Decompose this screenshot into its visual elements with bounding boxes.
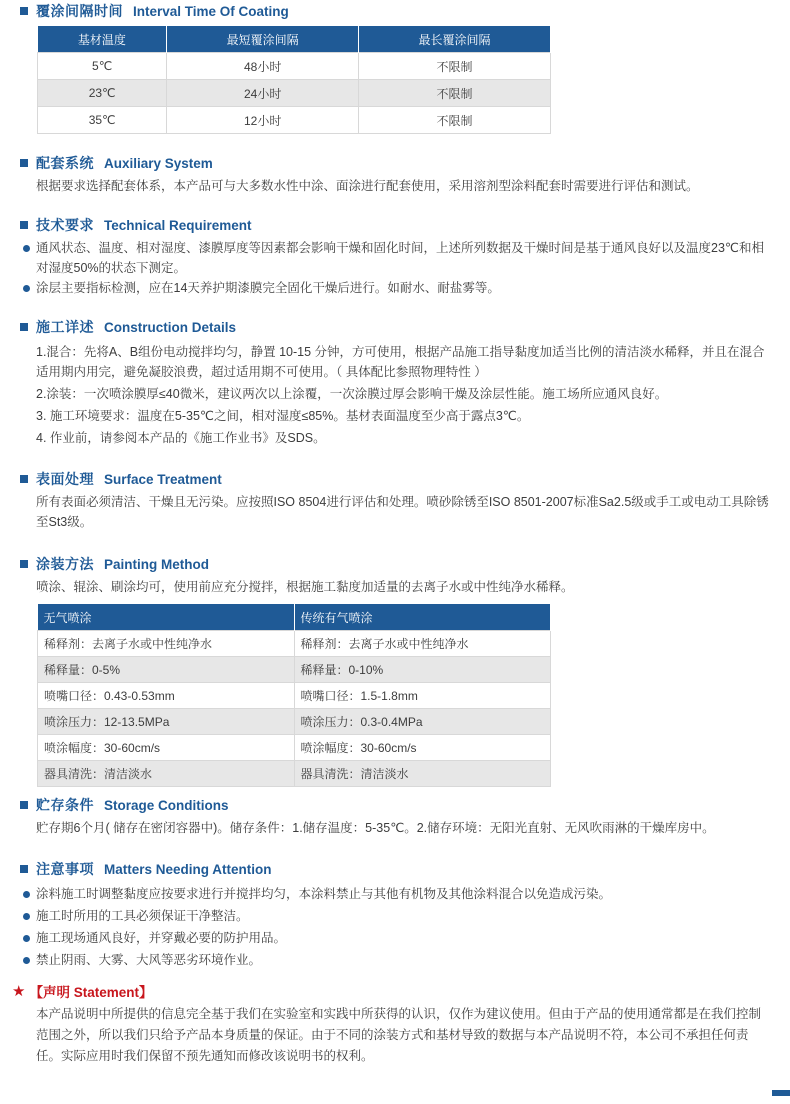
square-bullet-icon [20, 475, 28, 483]
heading-en: Construction Details [104, 319, 237, 335]
heading-cn: 技术要求 [36, 217, 94, 233]
bullet-dot-icon [23, 913, 30, 920]
list-item-text: 施工现场通风良好，并穿戴必要的防护用品。 [36, 931, 287, 945]
list-item [20, 950, 770, 970]
table-cell: 12小时 [167, 107, 359, 134]
section-surface [20, 470, 770, 532]
table-header: 基材温度 [38, 26, 167, 53]
square-bullet-icon [20, 159, 28, 167]
table-cell: 35℃ [38, 107, 167, 134]
list-item: 2.涂装：一次喷涂膜厚≤40微米，建议两次以上涂覆，一次涂膜过厚会影响干燥及涂层性能。施工场所应通风良好。 [36, 387, 668, 401]
section-heading [20, 154, 770, 172]
table-cell: 不限制 [359, 107, 551, 134]
section-text: 根据要求选择配套体系，本产品可与大多数水性中涂、面涂进行配套使用，采用溶剂型涂料配套时需要进行评估和测试。 [36, 179, 699, 193]
table-row [38, 683, 551, 709]
heading-en: Storage Conditions [104, 797, 229, 813]
square-bullet-icon [20, 221, 28, 229]
heading-en: Painting Method [104, 556, 209, 572]
heading-en: Surface Treatment [104, 471, 222, 487]
section-heading [20, 2, 770, 20]
heading-cn: 配套系统 [36, 155, 94, 171]
heading-en: Interval Time Of Coating [133, 3, 289, 19]
list-item-text: 通风状态、温度、相对湿度、漆膜厚度等因素都会影响干燥和固化时间，上述所列数据及干燥时间是基于通风良好以及温度23℃和相对湿度50%的状态下测定。 [36, 241, 764, 275]
list-item [20, 238, 770, 278]
list-item [20, 928, 770, 948]
table-row [38, 107, 551, 134]
table-cell: 5℃ [38, 53, 167, 80]
table-cell: 喷涂压力：12-13.5MPa [38, 709, 295, 735]
table-row [38, 53, 551, 80]
heading-cn: 涂装方法 [36, 556, 94, 572]
table-header: 最长覆涂间隔 [359, 26, 551, 53]
bullet-dot-icon [23, 285, 30, 292]
table-cell: 24小时 [167, 80, 359, 107]
list-item [20, 884, 770, 904]
table-cell: 喷涂幅度：30-60cm/s [38, 735, 295, 761]
section-auxiliary [20, 154, 770, 196]
table-cell: 喷嘴口径：0.43-0.53mm [38, 683, 295, 709]
heading-en: Auxiliary System [104, 155, 213, 171]
heading-en: Technical Requirement [104, 217, 252, 233]
table-cell: 稀释剂：去离子水或中性纯净水 [294, 631, 551, 657]
table-cell: 23℃ [38, 80, 167, 107]
list-item: 3. 施工环境要求：温度在5-35℃之间，相对湿度≤85%。基材表面温度至少高于露点3℃。 [36, 409, 530, 423]
table-cell: 器具清洗：清洁淡水 [294, 761, 551, 787]
table-cell: 喷嘴口径：1.5-1.8mm [294, 683, 551, 709]
section-heading [20, 318, 770, 336]
list-item [20, 906, 770, 926]
section-heading [20, 796, 770, 814]
bullet-dot-icon [23, 957, 30, 964]
table-cell: 器具清洗：清洁淡水 [38, 761, 295, 787]
table-cell: 稀释量：0-10% [294, 657, 551, 683]
heading-cn: 覆涂间隔时间 [36, 3, 123, 19]
list-item: 4. 作业前，请参阅本产品的《施工作业书》及SDS。 [36, 431, 326, 445]
table-cell: 不限制 [359, 80, 551, 107]
statement-text: 本产品说明中所提供的信息完全基于我们在实验室和实践中所获得的认识，仅作为建议使用。但由于产品的使用通常都是在我们控制范围之外，所以我们只给予产品本身质量的保证。由于不同的涂装方式和基材导致的数据与本产品说明不符，本公司不承担任何责任。实际应用时我们保留不预先通知而修改该说明书的权利。 [36, 1007, 762, 1063]
section-construction [20, 318, 770, 448]
square-bullet-icon [20, 560, 28, 568]
bullet-dot-icon [23, 245, 30, 252]
section-statement [12, 982, 770, 1067]
square-bullet-icon [20, 7, 28, 15]
bullet-dot-icon [23, 935, 30, 942]
table-cell: 不限制 [359, 53, 551, 80]
section-text: 贮存期6个月( 储存在密闭容器中)。储存条件：1.储存温度：5-35℃。2.储存环境：无阳光直射、无风吹雨淋的干燥库房中。 [36, 821, 715, 835]
section-painting [20, 555, 770, 597]
table-header: 无气喷涂 [38, 604, 295, 631]
section-attention [20, 860, 770, 970]
table-header: 最短覆涂间隔 [167, 26, 359, 53]
section-heading [20, 470, 770, 488]
list-item-text: 涂层主要指标检测，应在14天养护期漆膜完全固化干燥后进行。如耐水、耐盐雾等。 [36, 281, 500, 295]
table-row [38, 657, 551, 683]
table-cell: 喷涂幅度：30-60cm/s [294, 735, 551, 761]
table-cell: 喷涂压力：0.3-0.4MPa [294, 709, 551, 735]
table-cell: 稀释量：0-5% [38, 657, 295, 683]
section-heading [20, 860, 770, 878]
section-text: 所有表面必须清洁、干燥且无污染。应按照ISO 8504进行评估和处理。喷砂除锈至ISO 8501-2007标准Sa2.5级或手工或电动工具除锈至St3级。 [36, 495, 769, 529]
square-bullet-icon [20, 323, 28, 331]
bullet-dot-icon [23, 891, 30, 898]
corner-accent-bar [772, 1090, 790, 1096]
list-item: 1.混合：先将A、B组份电动搅拌均匀，静置 10-15 分钟，方可使用，根据产品施工指导黏度加适当比例的清洁淡水稀释，并且在混合适用期内用完，避免凝胶浪费，超过适用期不可使用。（ 具体配比参照物理特性 ） [36, 345, 765, 379]
table-header: 传统有气喷涂 [294, 604, 551, 631]
section-interval [20, 2, 770, 20]
section-heading [20, 555, 770, 573]
table-cell: 48小时 [167, 53, 359, 80]
table-row [38, 709, 551, 735]
section-heading [20, 216, 770, 234]
square-bullet-icon [20, 801, 28, 809]
square-bullet-icon [20, 865, 28, 873]
star-icon: ★ [12, 983, 26, 1000]
heading-en: Matters Needing Attention [104, 861, 272, 877]
heading-cn: 贮存条件 [36, 797, 94, 813]
list-item-text: 施工时所用的工具必须保证干净整洁。 [36, 909, 249, 923]
section-text: 喷涂、辊涂、刷涂均可，使用前应充分搅拌，根据施工黏度加适量的去离子水或中性纯净水稀释。 [36, 580, 574, 594]
table-row [38, 631, 551, 657]
table-row [38, 80, 551, 107]
interval-table [37, 26, 551, 134]
statement-heading: 【声明 Statement】 [29, 985, 153, 1000]
heading-cn: 注意事项 [36, 861, 94, 877]
list-item [20, 278, 770, 298]
heading-cn: 施工详述 [36, 319, 94, 335]
table-cell: 稀释剂：去离子水或中性纯净水 [38, 631, 295, 657]
painting-table [37, 604, 551, 787]
table-row [38, 735, 551, 761]
list-item-text: 涂料施工时调整黏度应按要求进行并搅拌均匀，本涂料禁止与其他有机物及其他涂料混合以免造成污染。 [36, 887, 612, 901]
section-storage [20, 796, 770, 838]
section-technical [20, 216, 770, 298]
list-item-text: 禁止阴雨、大雾、大风等恶劣环境作业。 [36, 953, 262, 967]
heading-cn: 表面处理 [36, 471, 94, 487]
table-row [38, 761, 551, 787]
